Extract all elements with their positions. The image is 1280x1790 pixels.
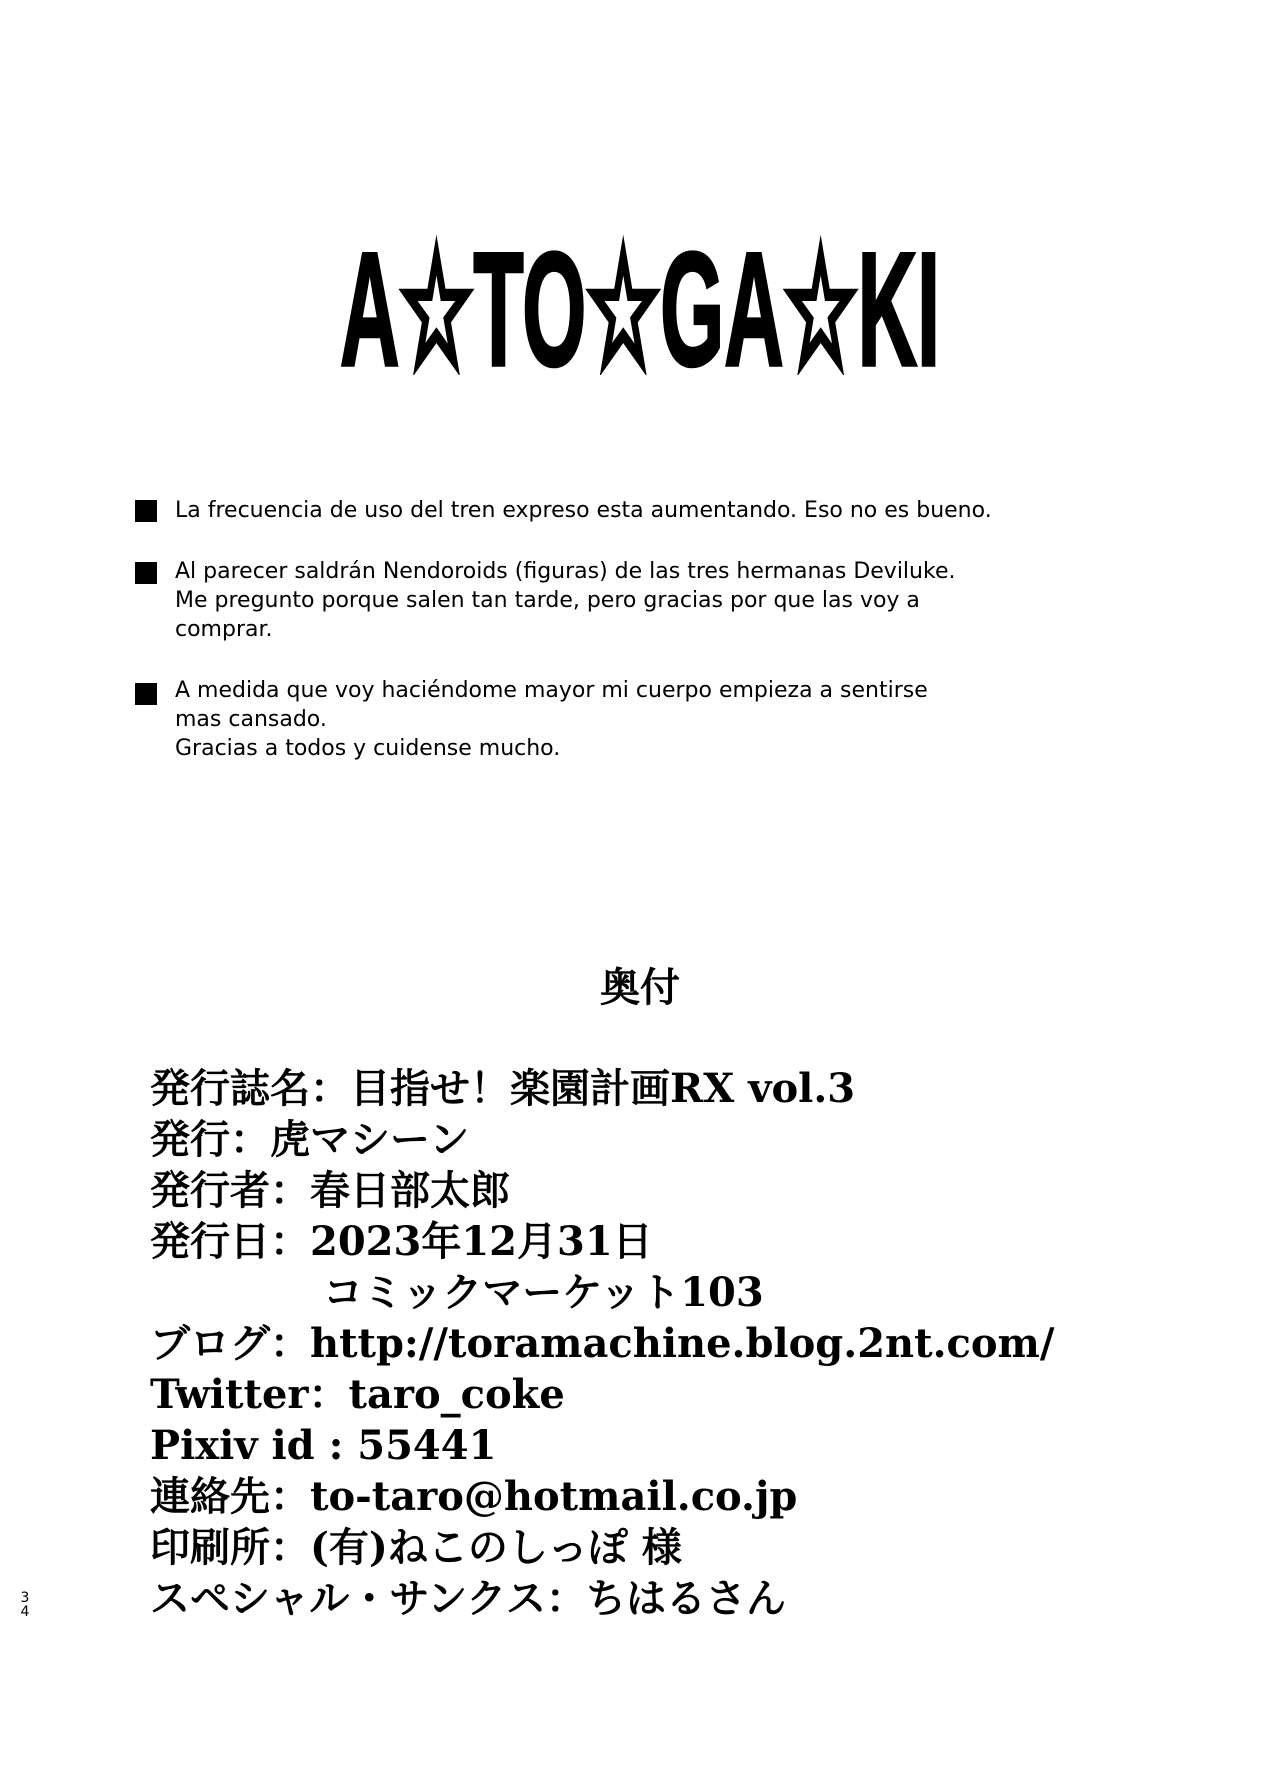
colophon-circle-row: 発行：虎マシーン — [150, 1116, 470, 1163]
afterword-title — [0, 175, 1280, 375]
note-line: comprar. — [175, 617, 273, 642]
afterword-title-lettering — [0, 175, 1280, 375]
colophon-publisher-row: 発行者：春日部太郎 — [150, 1167, 510, 1214]
colophon-event-row: コミックマーケット103 — [323, 1269, 764, 1316]
colophon-contact-row: 連絡先：to-taro@hotmail.co.jp — [150, 1473, 798, 1520]
colophon-pixiv-row: Pixiv id : 55441 — [150, 1422, 497, 1469]
square-bullet-icon — [135, 500, 157, 522]
note-line: mas cansado. — [175, 707, 327, 732]
note-line: Gracias a todos y cuidense mucho. — [175, 736, 561, 761]
note-item — [135, 676, 1035, 763]
colophon-printer-row: 印刷所：(有)ねこのしっぽ 様 — [150, 1524, 682, 1571]
note-line: Me pregunto porque salen tan tarde, pero gracias por que las voy a — [175, 588, 920, 613]
afterword-notes — [135, 496, 1035, 789]
colophon-thanks-row: スペシャル・サンクス：ちはるさん — [150, 1575, 786, 1622]
colophon-title-row: 発行誌名：目指せ！楽園計画RX vol.3 — [150, 1065, 856, 1112]
colophon-twitter-row: Twitter：taro_coke — [150, 1371, 565, 1418]
note-line: Al parecer saldrán Nendoroids (figuras) de las tres hermanas Deviluke. — [175, 559, 956, 584]
square-bullet-icon — [135, 683, 157, 705]
note-line: A medida que voy haciéndome mayor mi cuerpo empieza a sentirse — [175, 678, 928, 703]
colophon-blog-row: ブログ：http://toramachine.blog.2nt.com/ — [150, 1320, 1055, 1367]
note-item — [135, 557, 1035, 644]
page-number: 34 — [20, 1590, 30, 1620]
note-line: La frecuencia de uso del tren expreso esta aumentando. Eso no es bueno. — [175, 498, 992, 523]
square-bullet-icon — [135, 562, 157, 584]
afterword-title-text: A☆TO☆GA☆KI — [340, 219, 940, 375]
note-item — [135, 496, 1035, 525]
colophon-list — [150, 1063, 1150, 1624]
colophon-date-row: 発行日：2023年12月31日 — [150, 1218, 653, 1265]
colophon-heading: 奥付 — [600, 964, 680, 1011]
